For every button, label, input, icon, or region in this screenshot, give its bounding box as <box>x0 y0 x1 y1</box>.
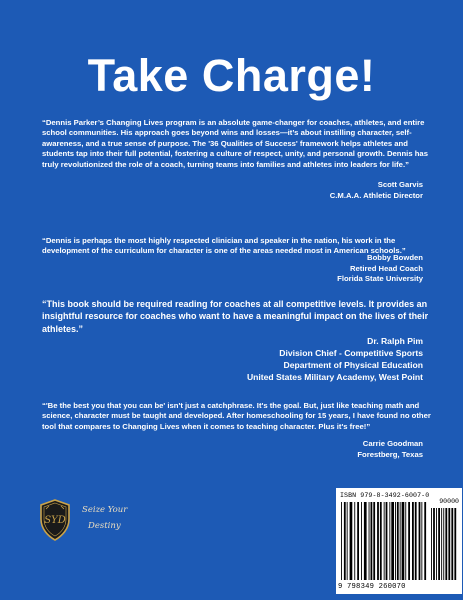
tagline-line: Seize Your <box>82 505 128 515</box>
attribution-org: Florida State University <box>337 274 423 284</box>
attribution-location: Forestberg, Texas <box>357 449 423 459</box>
attribution-role: Division Chief - Competitive Sports <box>279 347 423 358</box>
attribution-name: Carrie Goodman <box>362 439 423 448</box>
quote-carrie-goodman: “'Be the best you that you can be' isn't just a catchphrase. It's the goal. But, just like teaching math and science, character must be taught and developed. After homeschooling for 15 years, I have found no other tool that compares to Changing Lives when it comes to teaching character. Plus it's free!” <box>42 401 431 431</box>
attribution-dept: Department of Physical Education <box>283 359 423 370</box>
attribution-carrie-goodman <box>357 439 423 460</box>
attribution-scott-garvis <box>330 180 423 201</box>
barcode-digits: 9 798349 260070 <box>338 583 406 591</box>
attribution-role: Retired Head Coach <box>349 263 423 273</box>
attribution-name: Scott Garvis <box>377 180 423 189</box>
logo-tagline <box>82 502 142 534</box>
isbn-label: ISBN 979-8-3492-6007-0 <box>340 492 430 499</box>
quote-bobby-bowden: “Dennis is perhaps the most highly respected clinician and speaker in the nation, his work in the development of the curriculum for character is one of the areas needed most in American schools.” <box>42 236 406 256</box>
quote-scott-garvis: “Dennis Parker’s Changing Lives program is an absolute game-changer for coaches, athletes, and entire school communities. His approach goes beyond wins and losses—it’s about instilling character, self-awareness, and a true sense of purpose. The '36 Qualities of Success' framework helps athletes and students tap into their full potential, fostering a culture of respect, unity, and personal growth. Dennis has truly revolutionized the role of a coach, turning teams into families and athletes into leaders for life.” <box>42 118 428 169</box>
barcode-bars <box>339 502 459 582</box>
attribution-role: C.M.A.A. Athletic Director <box>329 190 423 200</box>
quote-ralph-pim: “This book should be required reading for coaches at all competitive levels. It provides an insightful resource for coaches who want to have a meaningful impact on the lives of their athletes.” <box>42 299 429 334</box>
attribution-name: Dr. Ralph Pim <box>367 336 423 346</box>
isbn-barcode <box>336 488 462 594</box>
attribution-name: Bobby Bowden <box>367 253 423 262</box>
attribution-ralph-pim <box>247 336 423 383</box>
cover-title: Take Charge! <box>87 50 376 101</box>
tagline-line: Destiny <box>88 521 121 532</box>
svg-text:SYD: SYD <box>44 515 66 526</box>
attribution-bobby-bowden <box>337 253 423 285</box>
attribution-org: United States Military Academy, West Point <box>246 371 423 382</box>
crest-shield-icon <box>38 498 72 542</box>
price-code: 90000 <box>439 498 459 505</box>
